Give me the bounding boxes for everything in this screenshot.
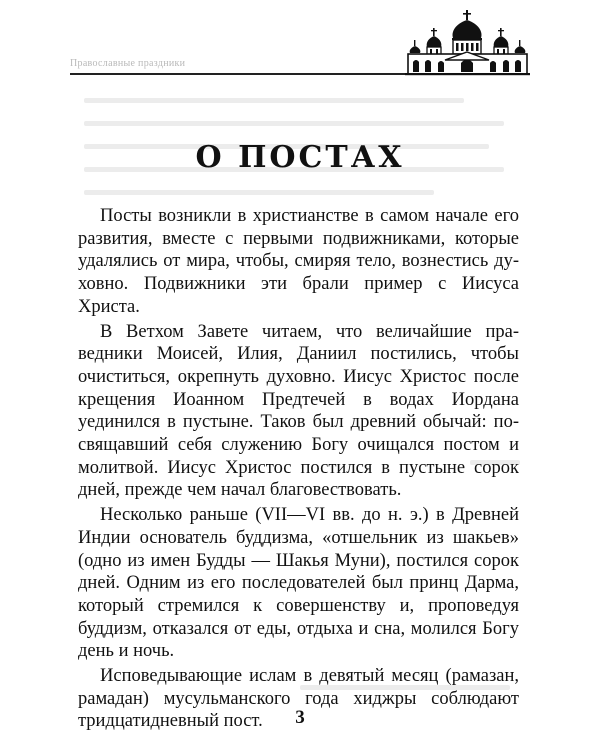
show-through-line (84, 98, 464, 103)
article-body (78, 205, 519, 735)
running-head: Православные праздники (70, 58, 186, 69)
paragraph: Несколько раньше (VII—VI вв. до н. э.) в Древней Индии основатель буддизма, «отшельник из шакьев» (одно из имен Будды — Шакья Муни), постился сорок дней. Одним из его последователей был принц Дарма, который стремился к совершенству и, проповедуя буддизм, отказался от еды, отдыха и сна, молился Богу день и ночь. (78, 505, 519, 662)
paragraph: Исповедывающие ислам в девятый месяц (рамазан, рамадан) мусульманского года хиджры соблюдают тридцатидневный пост. (78, 666, 519, 732)
show-through-line (84, 190, 434, 195)
header-rule (70, 73, 405, 75)
page-number: 3 (295, 707, 305, 728)
show-through-line (84, 121, 504, 126)
page-title: О ПОСТАХ (195, 140, 405, 175)
cathedral-domes-icon (405, 10, 530, 80)
page-header (70, 10, 530, 80)
paragraph: Посты возникли в христианстве в самом начале его развития, вместе с первыми подвижниками, которые удалялись от мира, чтобы, смиряя тело, вознестись духовно. Подвижники эти брали пример с Иисуса Христа. (78, 206, 519, 317)
paragraph: В Ветхом Завете читаем, что величайшие праведники Моисей, Илия, Даниил постились, чтобы очиститься, окрепнуть духовно. Иисус Христос после крещения Иоанном Предтечей в водах Иордана уединился в пустыне. Таков был древний обычай: посвящавший себя служению Богу очищался постом и молитвой. Иисус Христос постился в пустыне сорок дней, прежде чем начал благовествовать. (78, 321, 519, 501)
